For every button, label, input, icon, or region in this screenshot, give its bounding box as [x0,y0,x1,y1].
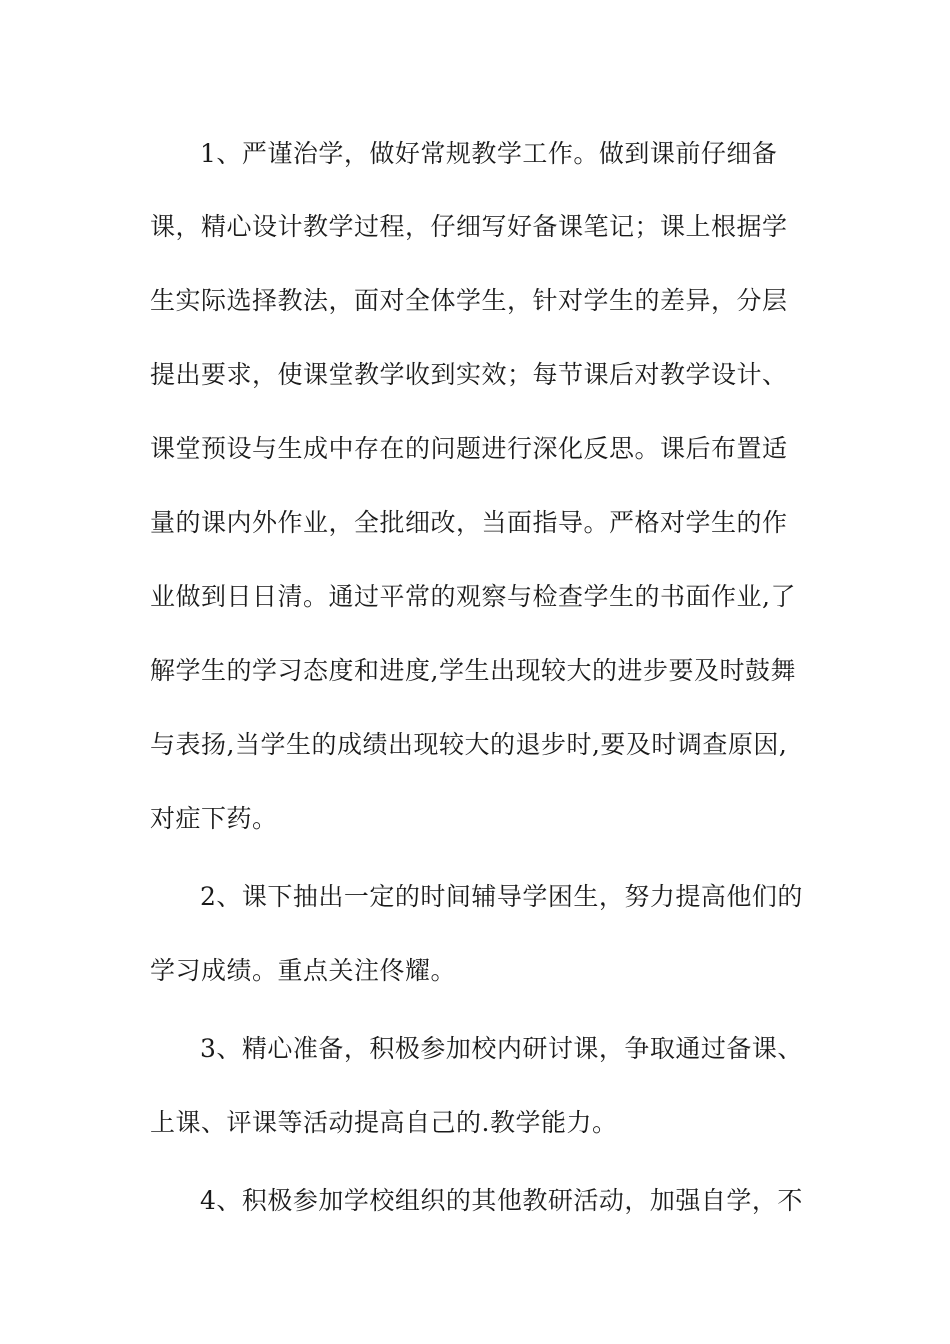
paragraph-1-line-10: 对症下药。 [150,804,278,833]
paragraph-3-line-1: 3、精心准备，积极参加校内研讨课，争取通过备课、 [200,1034,803,1063]
paragraph-1-line-8: 解学生的学习态度和进度,学生出现较大的进步要及时鼓舞 [150,656,796,685]
paragraph-1-line-4: 提出要求，使课堂教学收到实效；每节课后对教学设计、 [150,360,788,389]
paragraph-1-line-7: 业做到日日清。通过平常的观察与检查学生的书面作业,了 [150,582,796,611]
paragraph-1-line-2: 课，精心设计教学过程，仔细写好备课笔记；课上根据学 [150,212,788,241]
paragraph-4-line-1: 4、积极参加学校组织的其他教研活动，加强自学，不 [200,1186,803,1215]
paragraph-1-line-3: 生实际选择教法，面对全体学生，针对学生的差异，分层 [150,286,788,315]
paragraph-2-line-1: 2、课下抽出一定的时间辅导学困生，努力提高他们的 [200,882,803,911]
paragraph-1-line-6: 量的课内外作业，全批细改，当面指导。严格对学生的作 [150,508,788,537]
paragraph-3-line-2: 上课、评课等活动提高自己的.教学能力。 [150,1108,618,1137]
paragraph-2-line-2: 学习成绩。重点关注佟耀。 [150,956,457,985]
paragraph-1-line-1: 1、严谨治学，做好常规教学工作。做到课前仔细备 [200,139,778,168]
paragraph-1-line-5: 课堂预设与生成中存在的问题进行深化反思。课后布置适 [150,434,788,463]
paragraph-1-line-9: 与表扬,当学生的成绩出现较大的退步时,要及时调查原因, [150,730,788,759]
